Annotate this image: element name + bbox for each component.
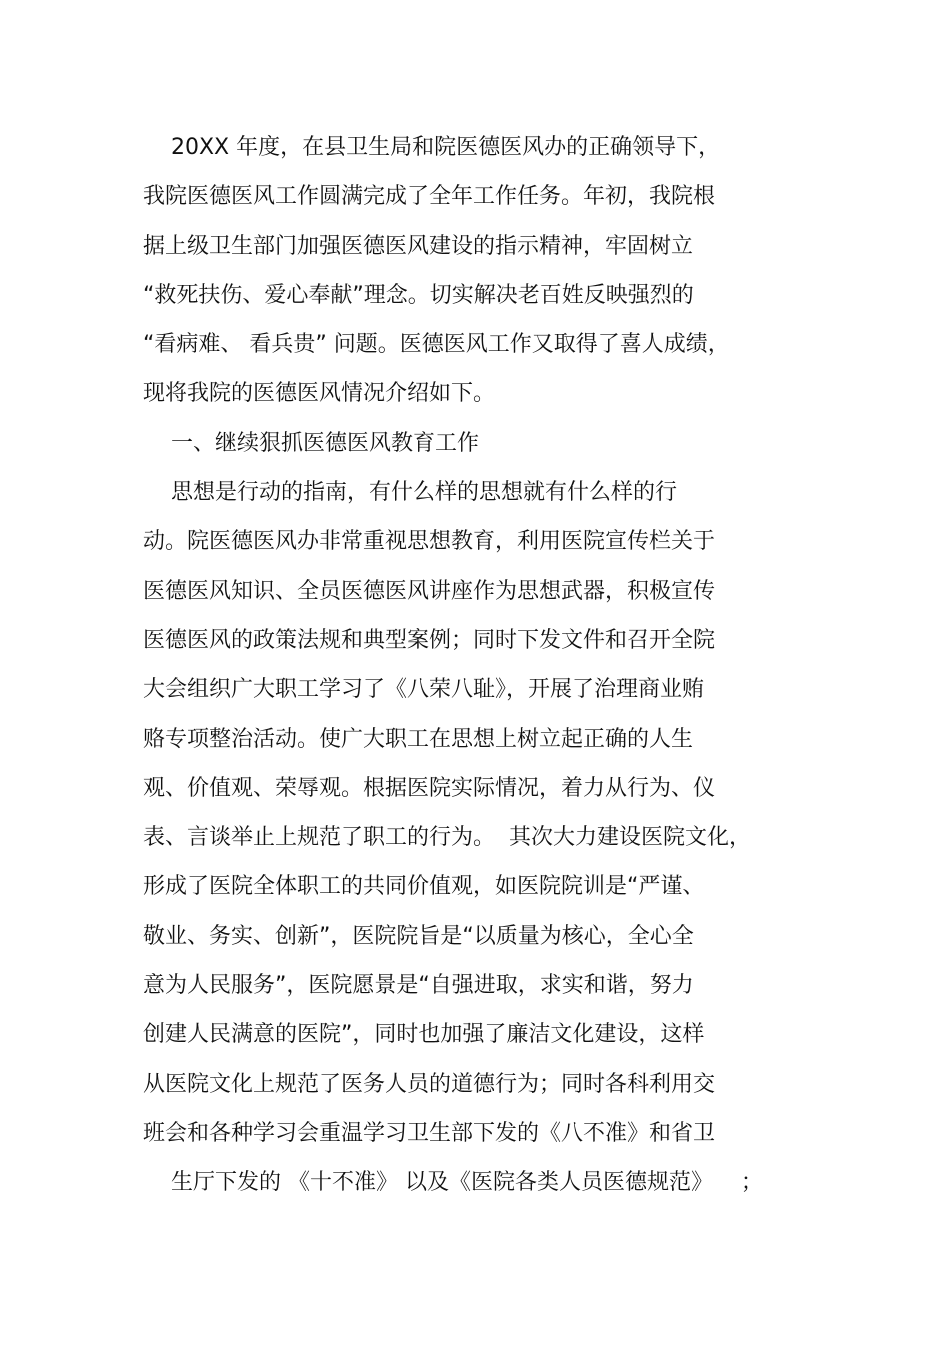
- text-line-2: 我院医德医风工作圆满完成了全年工作任务。年初，我院根: [143, 184, 716, 210]
- text-line-15: 表、言谈举止上规范了职工的行为。 其次大力建设医院文化，: [143, 825, 751, 851]
- text-line-6: 现将我院的医德医风情况介绍如下。: [143, 381, 496, 407]
- text-line-5: “看病难、 看兵贵” 问题。医德医风工作又取得了喜人成绩，: [143, 332, 730, 358]
- text-line-16: 形成了医院全体职工的共同价值观，如医院院训是“严谨、: [143, 874, 705, 900]
- text-line-3: 据上级卫生部门加强医德医风建设的指示精神，牢固树立: [143, 233, 694, 259]
- text-line-19: 创建人民满意的医院”，同时也加强了廉洁文化建设，这样: [143, 1022, 705, 1048]
- text-line-12: 大会组织广大职工学习了《八荣八耻》，开展了治理商业贿: [143, 677, 705, 703]
- body-text: [143, 123, 843, 1208]
- text-line-17: 敬业、务实、创新”，医院院旨是“以质量为核心，全心全: [143, 923, 694, 949]
- text-line-11: 医德医风的政策法规和典型案例；同时下发文件和召开全院: [143, 627, 716, 653]
- text-line-20: 从医院文化上规范了医务人员的道德行为；同时各科利用交: [143, 1071, 716, 1097]
- text-line-18: 意为人民服务”，医院愿景是“自强进取，求实和谐，努力: [143, 973, 694, 999]
- text-line-9: 动。院医德医风办非常重视思想教育，利用医院宣传栏关于: [143, 529, 716, 555]
- text-line-22: 生厅下发的 《十不准》 以及《医院各类人员医德规范》 ；: [143, 1170, 763, 1196]
- text-line-1: 20XX 年度，在县卫生局和院医德医风办的正确领导下，: [143, 135, 721, 160]
- text-line-8: 思想是行动的指南，有什么样的思想就有什么样的行: [143, 480, 677, 506]
- text-line-13: 赂专项整治活动。使广大职工在思想上树立起正确的人生: [143, 726, 694, 752]
- text-line-21: 班会和各种学习会重温学习卫生部下发的《八不准》和省卫: [143, 1120, 716, 1146]
- text-line-4: “救死扶伤、爱心奉献”理念。切实解决老百姓反映强烈的: [143, 282, 694, 308]
- text-line-10: 医德医风知识、全员医德医风讲座作为思想武器，积极宣传: [143, 578, 716, 604]
- text-line-14: 观、价值观、荣辱观。根据医院实际情况，着力从行为、仪: [143, 775, 716, 801]
- section-heading: 一、继续狠抓医德医风教育工作: [143, 430, 479, 456]
